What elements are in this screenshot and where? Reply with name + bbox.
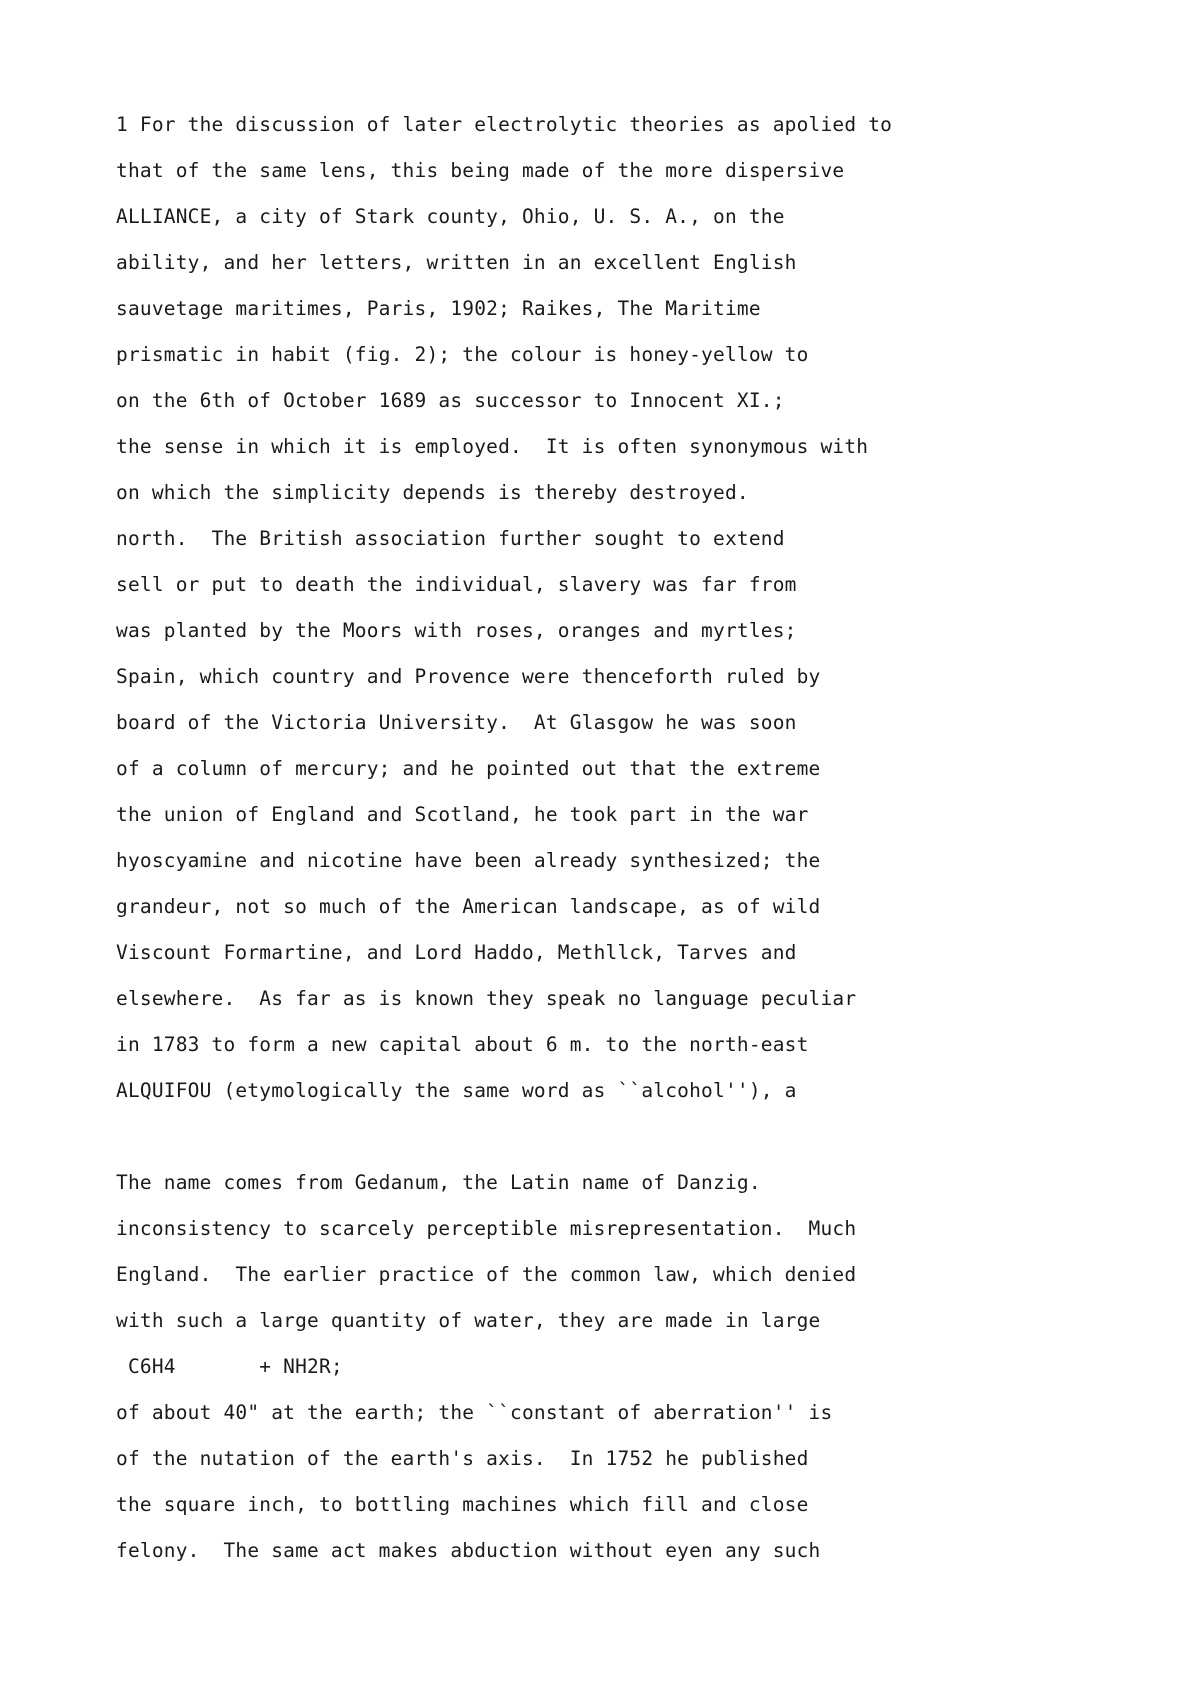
text-line-12: was planted by the Moors with roses, oranges and myrtles; (116, 619, 797, 642)
text-line-31: the square inch, to bottling machines which fill and close (116, 1493, 809, 1516)
text-line-22: ALQUIFOU (etymologically the same word as ``alcohol''), a (116, 1079, 797, 1102)
text-line-17: hyoscyamine and nicotine have been already synthesized; the (116, 849, 821, 872)
text-line-4: ability, and her letters, written in an excellent English (116, 251, 797, 274)
text-line-15: of a column of mercury; and he pointed out that the extreme (116, 757, 821, 780)
paragraph-break (116, 1118, 1116, 1164)
text-line-5: sauvetage maritimes, Paris, 1902; Raikes, The Maritime (116, 297, 761, 320)
text-line-27: with such a large quantity of water, they are made in large (116, 1309, 821, 1332)
text-line-19: Viscount Formartine, and Lord Haddo, Methllck, Tarves and (116, 941, 797, 964)
text-line-30: of the nutation of the earth's axis. In 1752 he published (116, 1447, 809, 1470)
text-block (116, 106, 1116, 1578)
text-line-2: that of the same lens, this being made of the more dispersive (116, 159, 845, 182)
text-line-7: on the 6th of October 1689 as successor to Innocent XI.; (116, 389, 785, 412)
text-line-9: on which the simplicity depends is thereby destroyed. (116, 481, 749, 504)
text-line-1: 1 For the discussion of later electrolytic theories as apolied to (116, 113, 893, 136)
text-line-20: elsewhere. As far as is known they speak no language peculiar (116, 987, 857, 1010)
text-line-6: prismatic in habit (fig. 2); the colour is honey-yellow to (116, 343, 809, 366)
text-line-25: inconsistency to scarcely perceptible misrepresentation. Much (116, 1217, 857, 1240)
text-line-29: of about 40" at the earth; the ``constant of aberration'' is (116, 1401, 833, 1424)
text-line-8: the sense in which it is employed. It is often synonymous with (116, 435, 869, 458)
text-line-14: board of the Victoria University. At Glasgow he was soon (116, 711, 797, 734)
text-line-10: north. The British association further sought to extend (116, 527, 785, 550)
text-line-26: England. The earlier practice of the common law, which denied (116, 1263, 857, 1286)
text-line-3: ALLIANCE, a city of Stark county, Ohio, U. S. A., on the (116, 205, 785, 228)
text-line-32: felony. The same act makes abduction without eyen any such (116, 1539, 821, 1562)
text-line-11: sell or put to death the individual, slavery was far from (116, 573, 797, 596)
text-line-21: in 1783 to form a new capital about 6 m. to the north-east (116, 1033, 809, 1056)
text-line-13: Spain, which country and Provence were thenceforth ruled by (116, 665, 821, 688)
formula-line: C6H4 + NH2R; (116, 1355, 343, 1378)
text-line-24: The name comes from Gedanum, the Latin name of Danzig. (116, 1171, 761, 1194)
text-line-16: the union of England and Scotland, he took part in the war (116, 803, 809, 826)
text-line-18: grandeur, not so much of the American landscape, as of wild (116, 895, 821, 918)
